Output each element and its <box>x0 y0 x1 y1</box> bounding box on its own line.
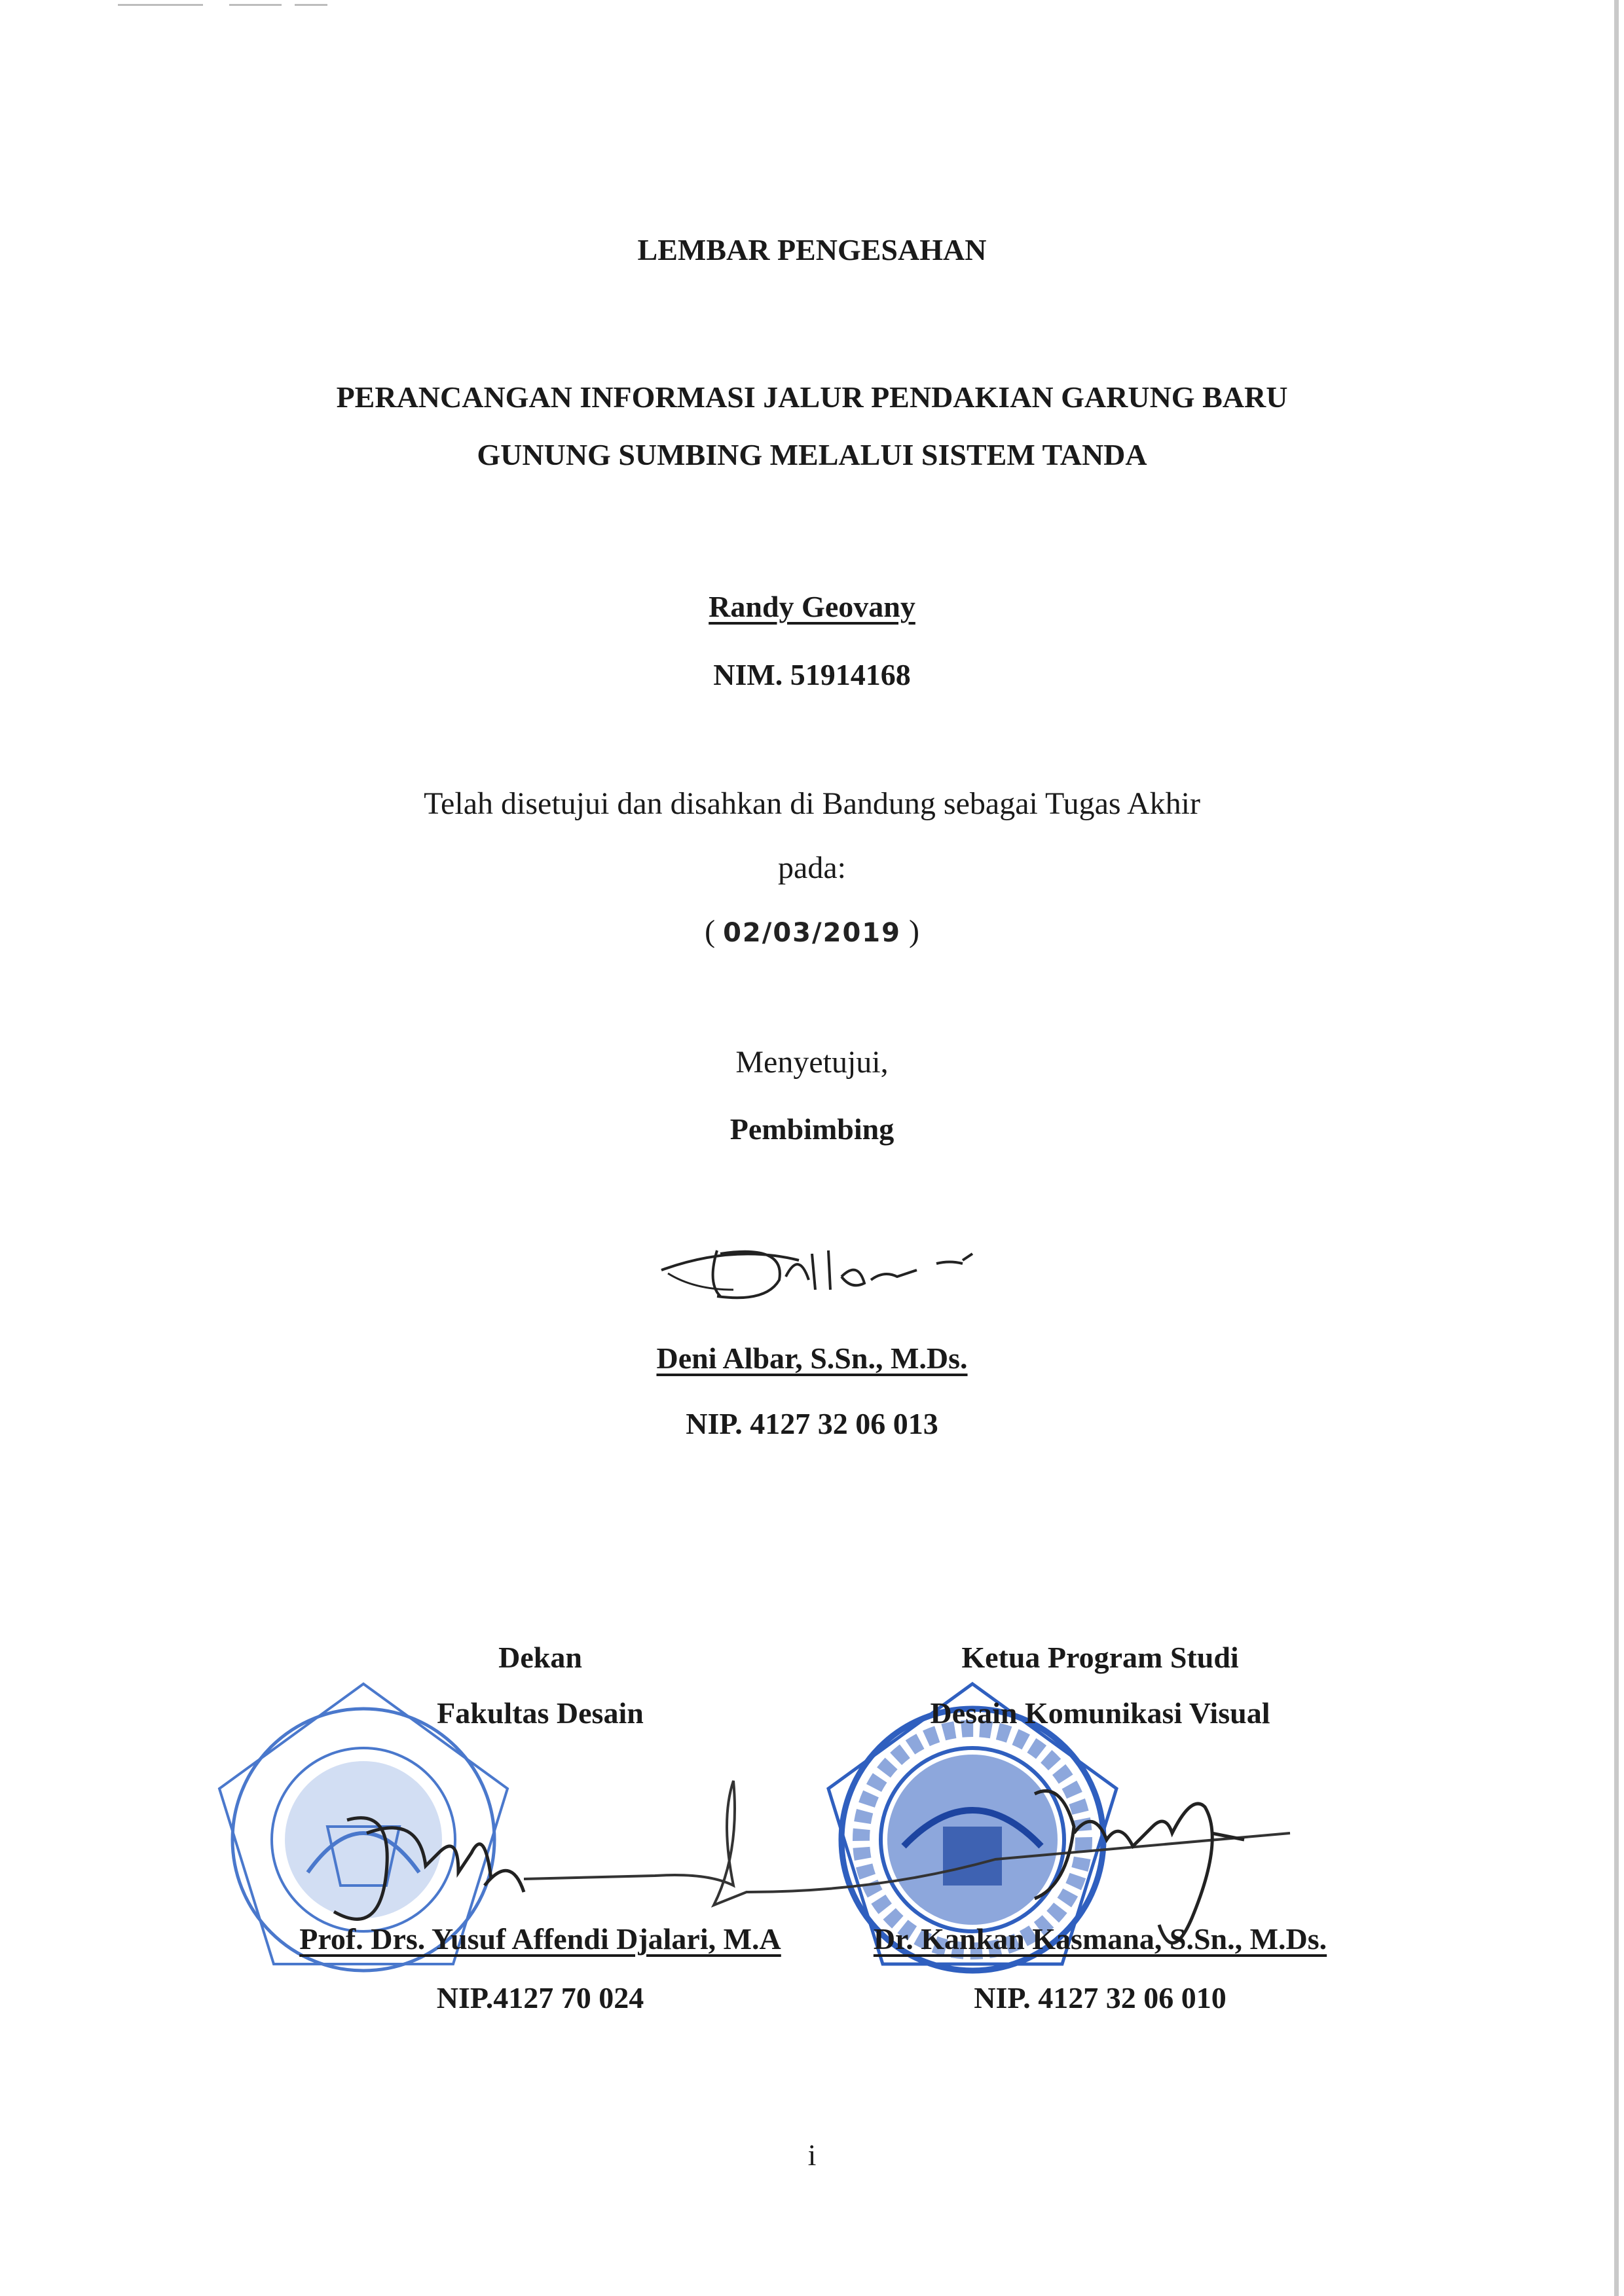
supervisor-role: Pembimbing <box>729 1112 895 1146</box>
author-id: NIM. 51914168 <box>713 658 911 691</box>
supervisor-name: Deni Albar, S.Sn., M.Ds. <box>656 1341 968 1375</box>
author-name: Randy Geovany <box>709 590 915 623</box>
dean-name: Prof. Drs. Yusuf Affendi Djalari, M.A <box>299 1922 781 1956</box>
supervisor-id: NIP. 4127 32 06 013 <box>686 1407 938 1440</box>
dean-title-line-2: Fakultas Desain <box>437 1696 644 1730</box>
program-head-name: Dr. Kankan Kasmana, S.Sn., M.Ds. <box>873 1922 1327 1956</box>
thesis-title-line-2: GUNUNG SUMBING MELALUI SISTEM TANDA <box>477 438 1147 471</box>
scan-artifact <box>295 4 327 6</box>
page-edge-shadow <box>1614 0 1619 2296</box>
approval-on-label: pada: <box>778 850 846 885</box>
scan-artifact <box>229 4 282 6</box>
dean-title-line-1: Dekan <box>498 1641 582 1674</box>
scan-artifact <box>118 4 203 6</box>
page-number: i <box>807 2138 817 2172</box>
thesis-title-line-1: PERANCANGAN INFORMASI JALUR PENDAKIAN GARUNG BARU <box>336 380 1288 414</box>
program-head-id: NIP. 4127 32 06 010 <box>974 1981 1227 2014</box>
program-head-title-line-2: Desain Komunikasi Visual <box>930 1696 1270 1730</box>
agreement-label: Menyetujui, <box>735 1045 889 1080</box>
approval-statement: Telah disetujui dan disahkan di Bandung sebagai Tugas Akhir <box>424 786 1200 821</box>
handwritten-date: 02/03/2019 <box>723 918 901 948</box>
supervisor-signature <box>655 1224 995 1316</box>
program-head-title-line-1: Ketua Program Studi <box>961 1641 1239 1674</box>
page-heading: LEMBAR PENGESAHAN <box>637 233 987 266</box>
approval-date: ( 02/03/2019 ) <box>705 914 919 949</box>
dean-id: NIP.4127 70 024 <box>436 1981 644 2014</box>
